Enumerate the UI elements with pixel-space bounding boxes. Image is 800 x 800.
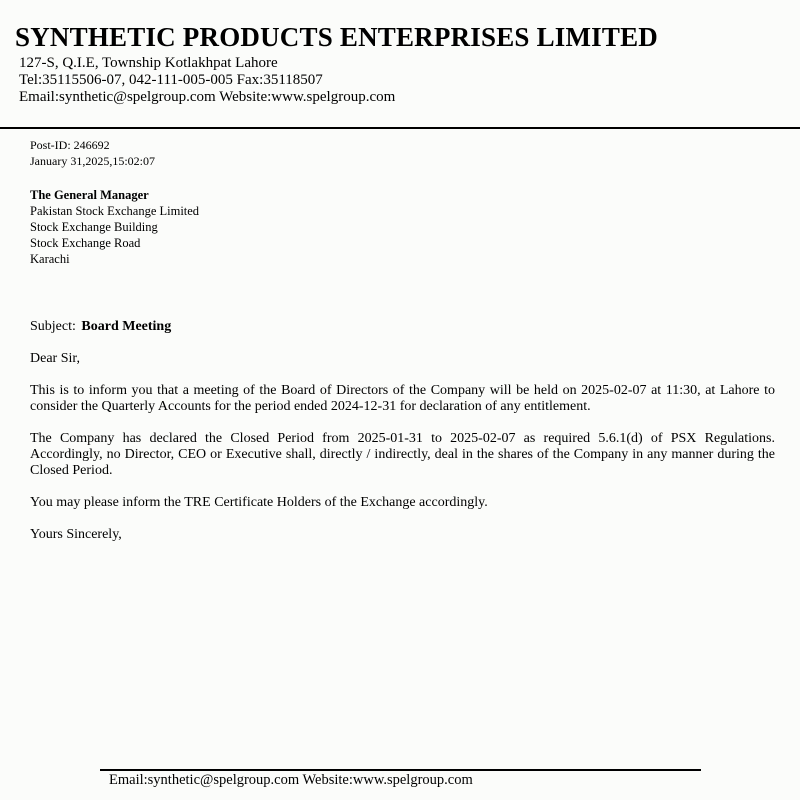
recipient-title: The General Manager: [30, 188, 149, 202]
body-paragraph-3: You may please inform the TRE Certificate Holders of the Exchange accordingly.: [30, 495, 488, 510]
footer-email-website: Email:synthetic@spelgroup.com Website:www.spelgroup.com: [109, 772, 473, 788]
post-id: Post-ID: 246692: [30, 138, 110, 152]
recipient-building: Stock Exchange Building: [30, 220, 158, 234]
header-divider: [0, 127, 800, 129]
recipient-city: Karachi: [30, 252, 70, 266]
post-datetime: January 31,2025,15:02:07: [30, 154, 155, 168]
recipient-road: Stock Exchange Road: [30, 236, 141, 250]
footer-divider: [100, 769, 701, 771]
salutation: Dear Sir,: [30, 351, 80, 366]
company-address: 127-S, Q.I.E, Township Kotlakhpat Lahore: [19, 55, 278, 71]
recipient-org: Pakistan Stock Exchange Limited: [30, 204, 200, 218]
subject-label: Subject:: [30, 319, 76, 334]
subject-line: [30, 319, 171, 335]
company-email-website: Email:synthetic@spelgroup.com Website:www.spelgroup.com: [19, 89, 396, 105]
company-name: SYNTHETIC PRODUCTS ENTERPRISES LIMITED: [15, 22, 658, 52]
body-paragraph-2: The Company has declared the Closed Period from 2025-01-31 to 2025-02-07 as required 5.6.1(d) of PSX Regulations. Accordingly, no Director, CEO or Executive shall, directly / indirectly, deal in the shares of the Company in any manner during the Closed Period.: [30, 431, 775, 478]
subject-value: Board Meeting: [81, 319, 172, 334]
company-phone-fax: Tel:35115506-07, 042-111-005-005 Fax:35118507: [19, 72, 323, 88]
closing: Yours Sincerely,: [30, 527, 122, 542]
body-paragraph-1: This is to inform you that a meeting of the Board of Directors of the Company will be held on 2025-02-07 at 11:30, at Lahore to consider the Quarterly Accounts for the period ended 2024-12-31 for declaration of any entitlement.: [30, 383, 775, 414]
